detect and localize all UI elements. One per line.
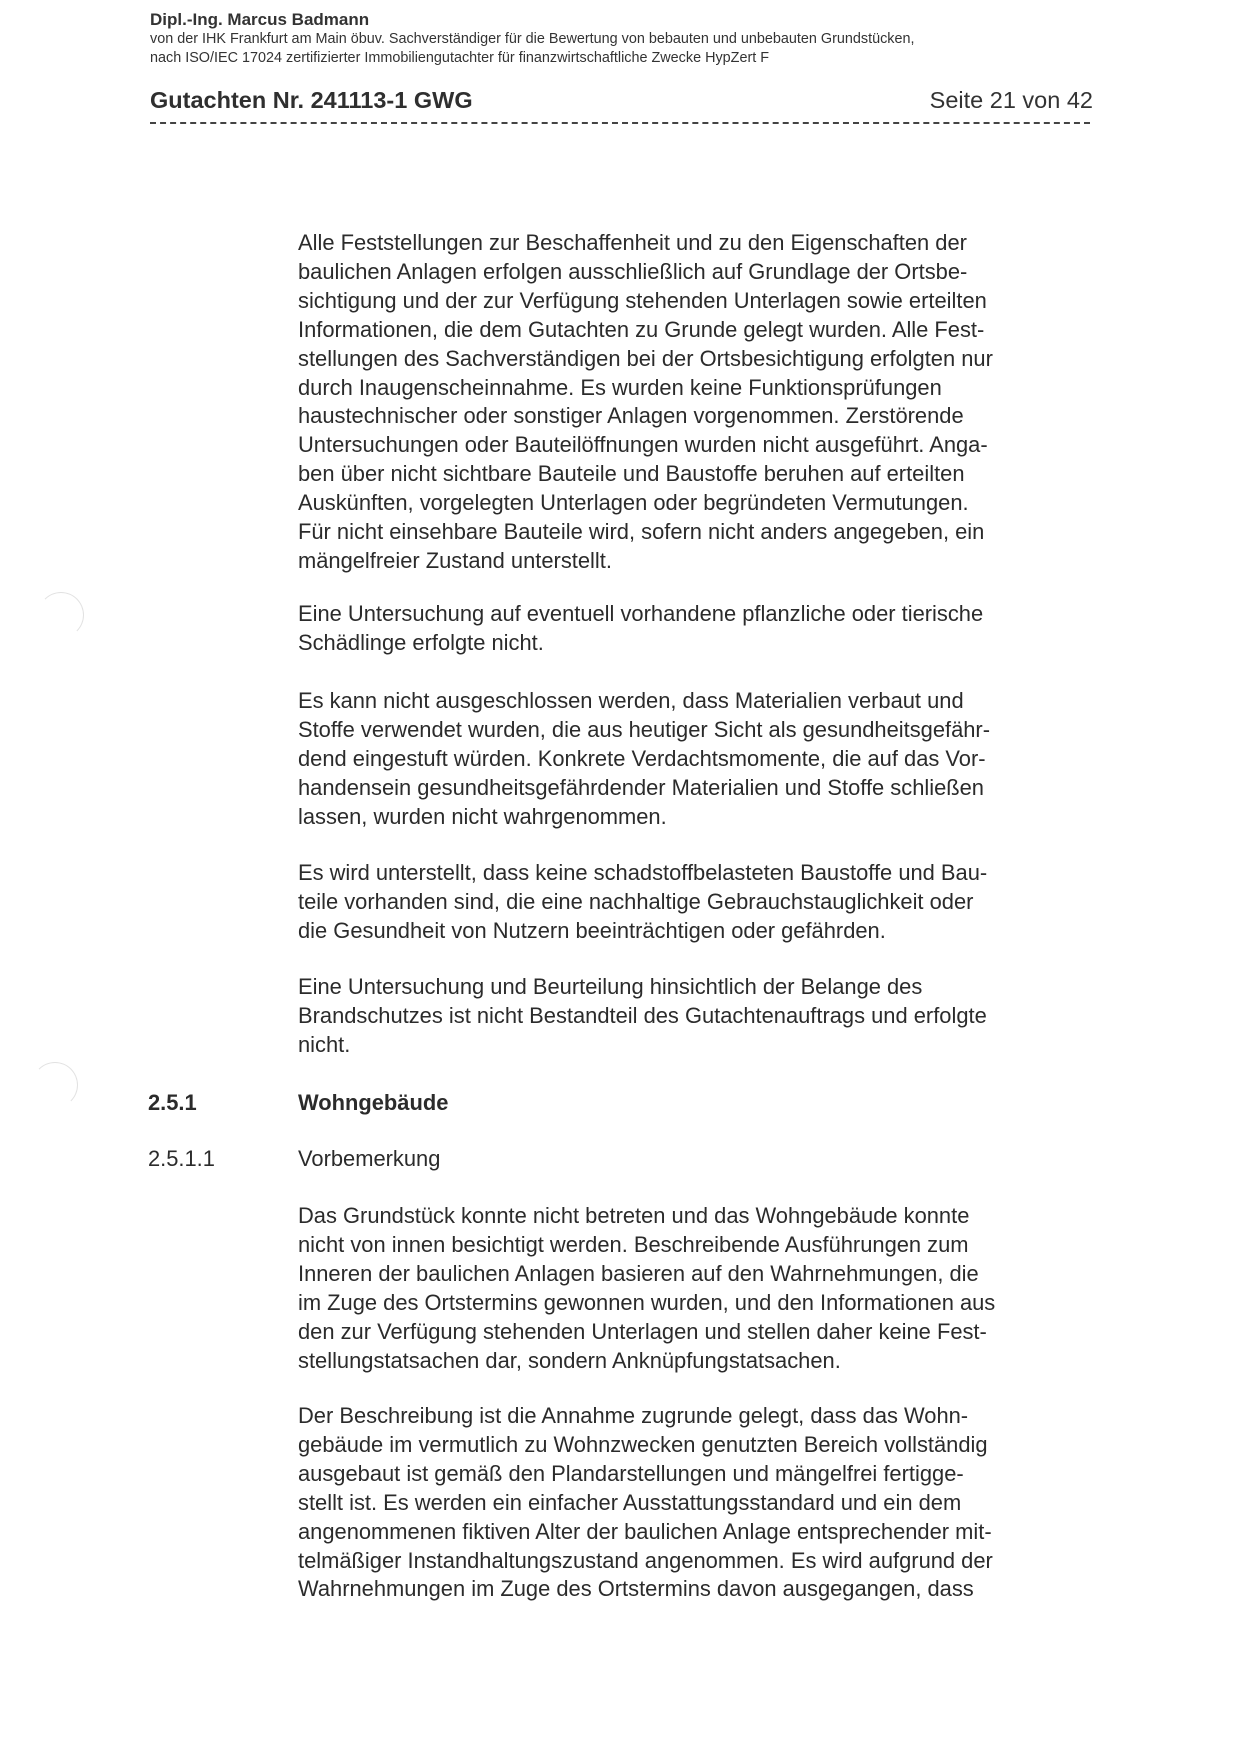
header-divider [150,122,1090,124]
paragraph-assumption [298,1402,1098,1604]
text-line: dend eingestuft würden. Konkrete Verdachtsmomente, die auf das Vor- [298,745,986,771]
paragraph-findings [298,229,1098,576]
author-name: Dipl.-Ing. Marcus Badmann [150,10,370,29]
text-line: im Zuge des Ortstermins gewonnen wurden, und den Informationen aus [298,1289,996,1315]
text-line: baulichen Anlagen erfolgen ausschließlich auf Grundlage der Ortsbe- [298,258,968,284]
text-line: Auskünften, vorgelegten Unterlagen oder begründeten Vermutungen. [298,490,969,516]
punch-hole-mark [38,592,84,638]
paragraph-pests [298,600,1098,658]
text-line: Eine Untersuchung und Beurteilung hinsichtlich der Belange des [298,974,923,999]
subsection-number: 2.5.1.1 [148,1146,215,1171]
text-line: ben über nicht sichtbare Bauteile und Baustoffe beruhen auf erteilten [298,461,965,487]
text-line: Untersuchungen oder Bauteilöffnungen wurden nicht ausgeführt. Anga- [298,432,988,458]
page-number: Seite 21 von 42 [929,87,1093,113]
paragraph-materials [298,687,1098,832]
text-line: handensein gesundheitsgefährdender Materialien und Stoffe schließen [298,774,984,800]
text-line: durch Inaugenscheinnahme. Es wurden keine Funktionsprüfungen [298,374,942,400]
document-number: Gutachten Nr. 241113-1 GWG [150,87,473,113]
author-credentials-line-2: nach ISO/IEC 17024 zertifizierter Immobiliengutachter für finanzwirtschaftliche Zwecke HypZert F [150,50,770,66]
text-line: Inneren der baulichen Anlagen basieren auf den Wahrnehmungen, die [298,1260,979,1286]
text-line: lassen, wurden nicht wahrgenommen. [298,803,667,829]
text-line: Brandschutzes ist nicht Bestandteil des Gutachtenauftrags und erfolgte [298,1002,987,1028]
text-line: nicht von innen besichtigt werden. Beschreibende Ausführungen zum [298,1231,969,1257]
section-title: Wohngebäude [298,1090,449,1115]
text-line: stellungstatsachen dar, sondern Anknüpfungstatsachen. [298,1347,841,1373]
text-line: angenommenen fiktiven Alter der baulichen Anlage entsprechender mit- [298,1518,992,1544]
text-line: ausgebaut ist gemäß den Plandarstellungen und mängelfrei fertigge- [298,1460,964,1486]
text-line: nicht. [298,1031,351,1057]
subsection-title: Vorbemerkung [298,1146,441,1171]
text-line: stellungen des Sachverständigen bei der Ortsbesichtigung erfolgten nur [298,345,993,371]
text-line: telmäßiger Instandhaltungszustand angenommen. Es wird aufgrund der [298,1547,993,1573]
text-line: die Gesundheit von Nutzern beeinträchtigen oder gefährden. [298,917,886,943]
text-line: Es wird unterstellt, dass keine schadstoffbelasteten Baustoffe und Bau- [298,860,988,885]
paragraph-pollutants [298,859,1098,946]
paragraph-preliminary-remark [298,1202,1098,1375]
text-line: Eine Untersuchung auf eventuell vorhandene pflanzliche oder tierische [298,601,984,626]
text-line: Stoffe verwendet wurden, die aus heutiger Sicht als gesundheitsgefähr- [298,716,991,742]
text-line: sichtigung und der zur Verfügung stehenden Unterlagen sowie erteilten [298,287,987,313]
text-line: mängelfreier Zustand unterstellt. [298,547,612,573]
text-line: Alle Feststellungen zur Beschaffenheit und zu den Eigenschaften der [298,230,967,255]
text-line: Der Beschreibung ist die Annahme zugrunde gelegt, dass das Wohn- [298,1403,969,1428]
text-line: teile vorhanden sind, die eine nachhaltige Gebrauchstauglichkeit oder [298,888,974,914]
text-line: Informationen, die dem Gutachten zu Grunde gelegt wurden. Alle Fest- [298,316,985,342]
text-line: Es kann nicht ausgeschlossen werden, dass Materialien verbaut und [298,688,964,713]
author-credentials-line-1: von der IHK Frankfurt am Main öbuv. Sachverständiger für die Bewertung von bebauten und unbebauten Grundstücken, [150,31,915,47]
text-line: gebäude im vermutlich zu Wohnzwecken genutzten Bereich vollständig [298,1431,988,1457]
text-line: Für nicht einsehbare Bauteile wird, sofern nicht anders angegeben, ein [298,519,985,545]
text-line: Wahrnehmungen im Zuge des Ortstermins davon ausgegangen, dass [298,1576,974,1602]
punch-hole-mark [32,1062,78,1108]
text-line: stellt ist. Es werden ein einfacher Ausstattungsstandard und ein dem [298,1489,962,1515]
text-line: Das Grundstück konnte nicht betreten und das Wohngebäude konnte [298,1203,970,1228]
text-line: Schädlinge erfolgte nicht. [298,629,544,655]
section-number: 2.5.1 [148,1090,197,1115]
text-line: den zur Verfügung stehenden Unterlagen und stellen daher keine Fest- [298,1318,987,1344]
paragraph-fire-protection [298,973,1098,1060]
text-line: haustechnischer oder sonstiger Anlagen vorgenommen. Zerstörende [298,403,964,429]
